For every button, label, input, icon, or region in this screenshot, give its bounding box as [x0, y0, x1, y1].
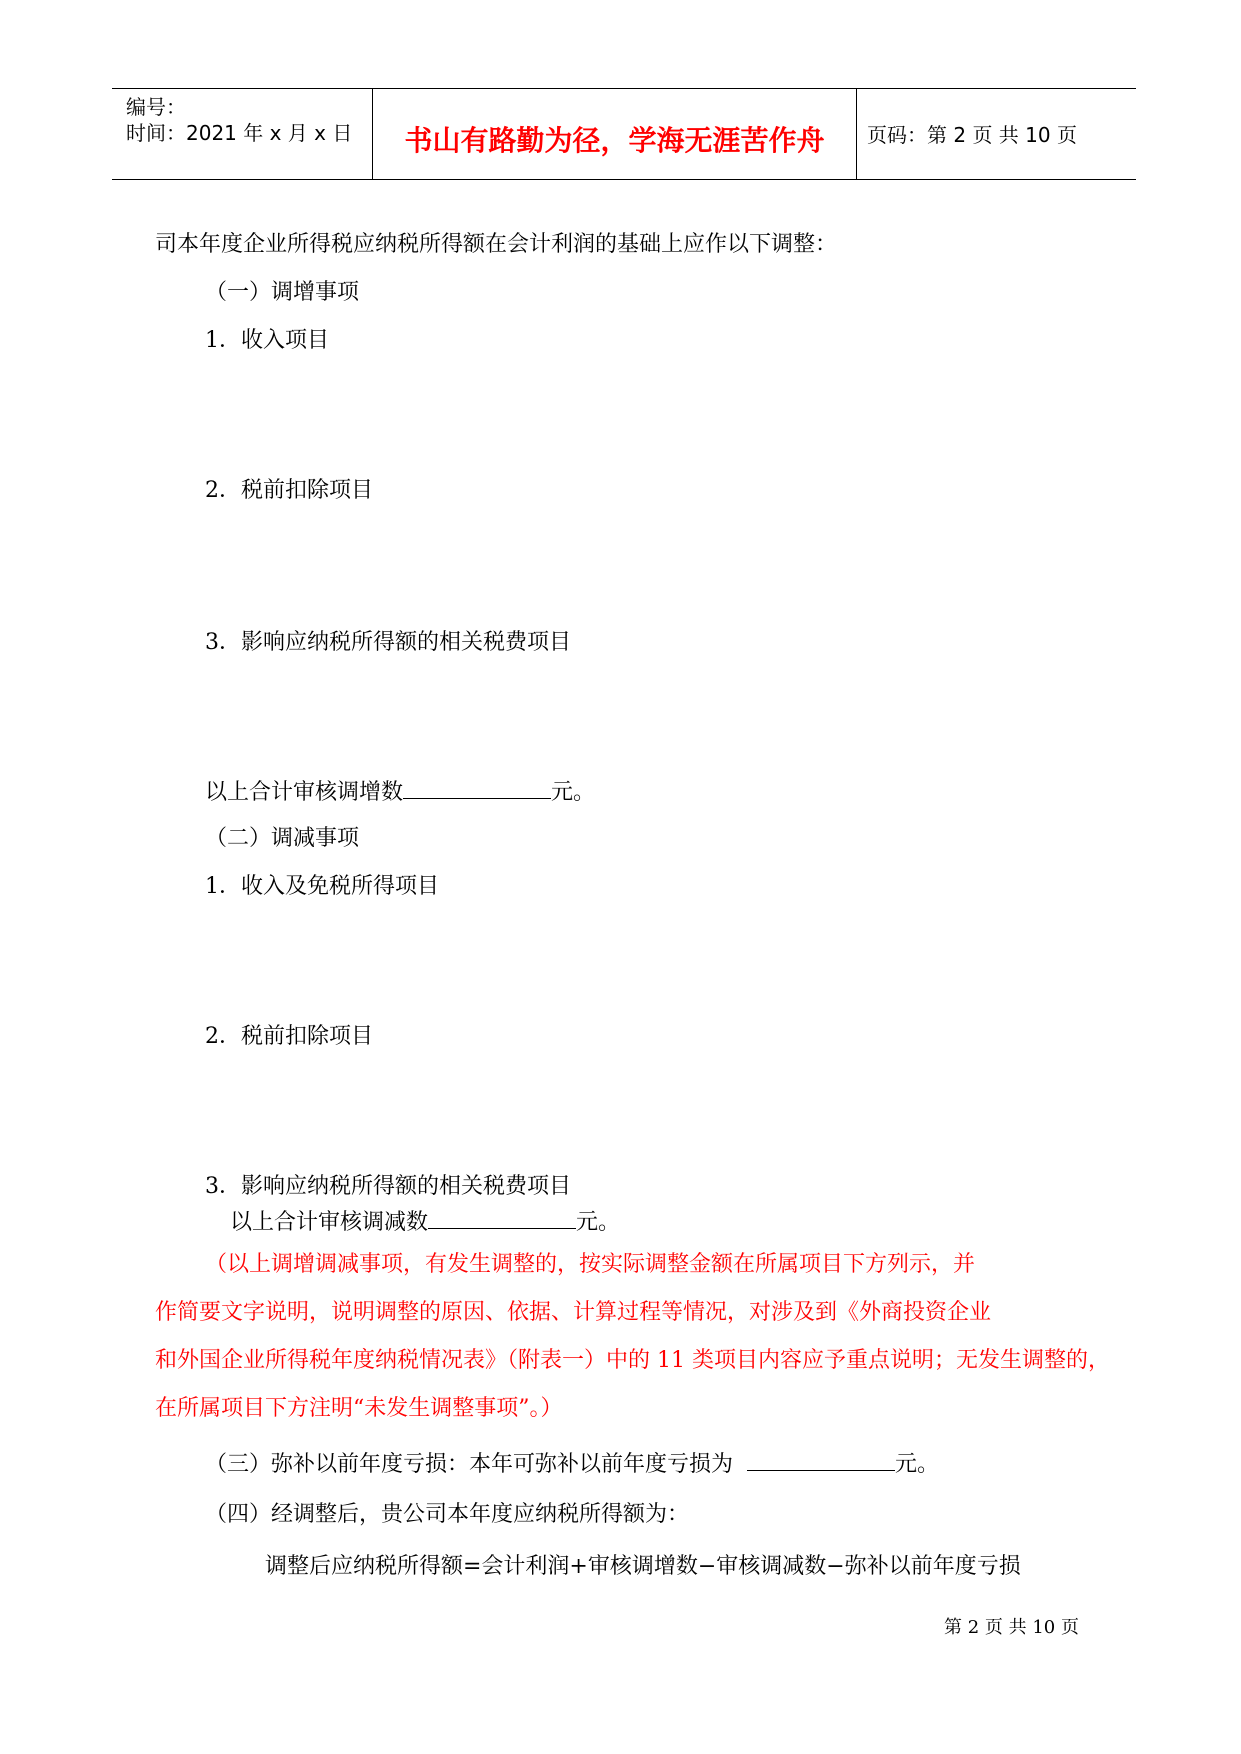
document-date-label: 时间：2021 年 x 月 x 日 — [126, 121, 353, 145]
increase-total-unit: 元。 — [551, 780, 596, 805]
increase-item-2: 2．税前扣除项目 — [205, 478, 373, 503]
header-left-cell — [112, 89, 372, 179]
note-line-3: 和外国企业所得税年度纳税情况表》（附表一）中的 11 类项目内容应予重点说明；无发生调整的， — [155, 1348, 1110, 1373]
decrease-total-label: 以上合计审核调减数 — [230, 1210, 429, 1235]
note-line-2: 作简要文字说明，说明调整的原因、依据、计算过程等情况，对涉及到《外商投资企业 — [155, 1300, 992, 1325]
note-line-1: （以上调增调减事项，有发生调整的，按实际调整金额在所属项目下方列示，并 — [205, 1252, 976, 1277]
after-adjust-line: （四）经调整后，贵公司本年度应纳税所得额为： — [205, 1502, 690, 1527]
loss-unit: 元。 — [895, 1452, 940, 1477]
header-motto: 书山有路勤为径，学海无涯苦作舟 — [404, 124, 825, 157]
header-motto-cell — [372, 89, 857, 179]
header-page-cell — [857, 89, 1136, 179]
decrease-item-3: 3．影响应纳税所得额的相关税费项目 — [205, 1174, 571, 1199]
loss-label: （三）弥补以前年度亏损：本年可弥补以前年度亏损为 — [205, 1452, 734, 1477]
formula-line: 调整后应纳税所得额=会计利润+审核调增数−审核调减数−弥补以前年度亏损 — [265, 1554, 1021, 1579]
document-number-label: 编号： — [126, 95, 186, 119]
increase-item-1: 1．收入项目 — [205, 328, 329, 353]
note-line-4: 在所属项目下方注明“未发生调整事项”。） — [155, 1396, 563, 1421]
loss-blank — [747, 1448, 895, 1471]
loss-line — [205, 1448, 939, 1480]
increase-total-line — [205, 776, 595, 808]
decrease-total-blank — [428, 1206, 576, 1229]
increase-total-blank — [403, 776, 551, 799]
intro-paragraph: 司本年度企业所得税应纳税所得额在会计利润的基础上应作以下调整： — [155, 232, 838, 257]
increase-heading: （一）调增事项 — [205, 280, 360, 305]
page-header — [112, 88, 1136, 180]
decrease-total-line — [230, 1206, 620, 1238]
increase-item-3: 3．影响应纳税所得额的相关税费项目 — [205, 630, 571, 655]
decrease-heading: （二）调减事项 — [205, 826, 360, 851]
decrease-item-2: 2．税前扣除项目 — [205, 1024, 373, 1049]
page-footer: 第 2 页 共 10 页 — [944, 1617, 1079, 1638]
increase-total-label: 以上合计审核调增数 — [205, 780, 404, 805]
header-page-code: 页码：第 2 页 共 10 页 — [867, 123, 1077, 147]
decrease-total-unit: 元。 — [576, 1210, 621, 1235]
decrease-item-1: 1．收入及免税所得项目 — [205, 874, 439, 899]
